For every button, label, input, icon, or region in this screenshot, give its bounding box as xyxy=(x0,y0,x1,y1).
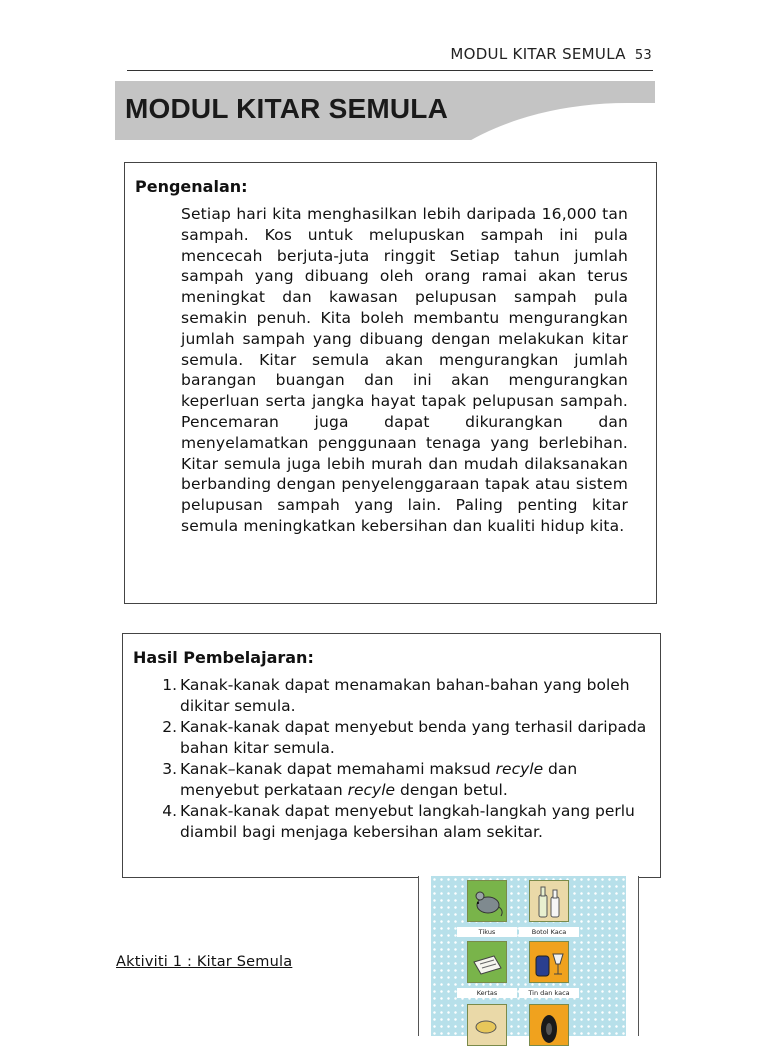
page-number: 53 xyxy=(634,48,652,63)
list-item-text-part: Kanak–kanak dapat memahami maksud xyxy=(180,760,496,778)
list-item-text xyxy=(179,759,653,801)
list-item xyxy=(133,801,653,843)
title-banner xyxy=(115,81,655,140)
list-item-text-part: dengan betul. xyxy=(395,781,508,799)
recycling-illustration xyxy=(418,876,639,1036)
illustration-panel xyxy=(431,876,626,1036)
illustration-label: Kertas xyxy=(457,988,517,998)
header-rule xyxy=(127,70,653,71)
banner-title: MODUL KITAR SEMULA xyxy=(125,93,448,124)
learning-outcomes-box xyxy=(122,633,661,878)
list-item xyxy=(133,675,653,717)
introduction-box xyxy=(124,162,657,604)
running-header xyxy=(450,45,652,63)
list-item-number: 2. xyxy=(162,718,177,736)
activity-title: Aktiviti 1 : Kitar Semula xyxy=(116,954,293,970)
list-item-text: Kanak-kanak dapat menyebut benda yang terhasil daripada bahan kitar semula. xyxy=(180,718,647,757)
illustration-label: Botol Kaca xyxy=(519,927,579,937)
newspaper-icon xyxy=(467,941,507,983)
list-item xyxy=(133,717,653,759)
glass-bottles-icon xyxy=(529,880,569,922)
list-item-text: Kanak-kanak dapat menamakan bahan-bahan yang boleh dikitar semula. xyxy=(180,676,630,715)
list-item-text: Kanak-kanak dapat menyebut langkah-langkah yang perlu diambil bagi menjaga kebersihan alam sekitar. xyxy=(180,802,635,841)
list-item-number: 4. xyxy=(162,802,177,820)
running-title: MODUL KITAR SEMULA xyxy=(450,45,626,63)
learning-outcomes-heading: Hasil Pembelajaran: xyxy=(133,648,314,667)
list-item-text-part: dan menyebut perkataan xyxy=(180,760,578,799)
list-item-number: 1. xyxy=(162,676,177,694)
tin-and-glass-icon xyxy=(529,941,569,983)
introduction-body: Setiap hari kita menghasilkan lebih daripada 16,000 tan sampah. Kos untuk melupuskan sampah ini pula mencecah berjuta-juta ringgit Setiap tahun jumlah sampah yang dibuang oleh orang ramai akan terus meningkat dan kawasan pelupusan sampah pula semakin penuh. Kita boleh membantu mengurangkan jumlah sampah yang dibuang dengan melakukan kitar semula. Kitar semula akan mengurangkan jumlah barangan buangan dan ini akan mengurangkan keperluan serta jangka hayat tapak pelupusan sampah. Pencemaran juga dapat dikurangkan dan menyelamatkan penggunaan tenaga yang berlebihan. Kitar semula juga lebih murah dan mudah dilaksanakan berbanding dengan penyelenggaraan tapak atau sistem pelupusan sampah yang lain. Paling penting kitar semula meningkatkan kebersihan dan kualiti hidup kita. xyxy=(181,205,628,535)
illustration-label: Tikus xyxy=(457,927,517,937)
list-item xyxy=(133,759,653,801)
introduction-heading: Pengenalan: xyxy=(135,177,248,196)
tyre-icon xyxy=(529,1004,569,1046)
illustration-label: Tin dan kaca xyxy=(519,988,579,998)
list-item-emphasis: recyle xyxy=(495,760,544,778)
learning-outcomes-list xyxy=(133,675,653,843)
mouse-icon xyxy=(467,880,507,922)
list-item-number: 3. xyxy=(162,760,177,778)
food-scraps-icon xyxy=(467,1004,507,1046)
list-item-emphasis: recyle xyxy=(347,781,396,799)
